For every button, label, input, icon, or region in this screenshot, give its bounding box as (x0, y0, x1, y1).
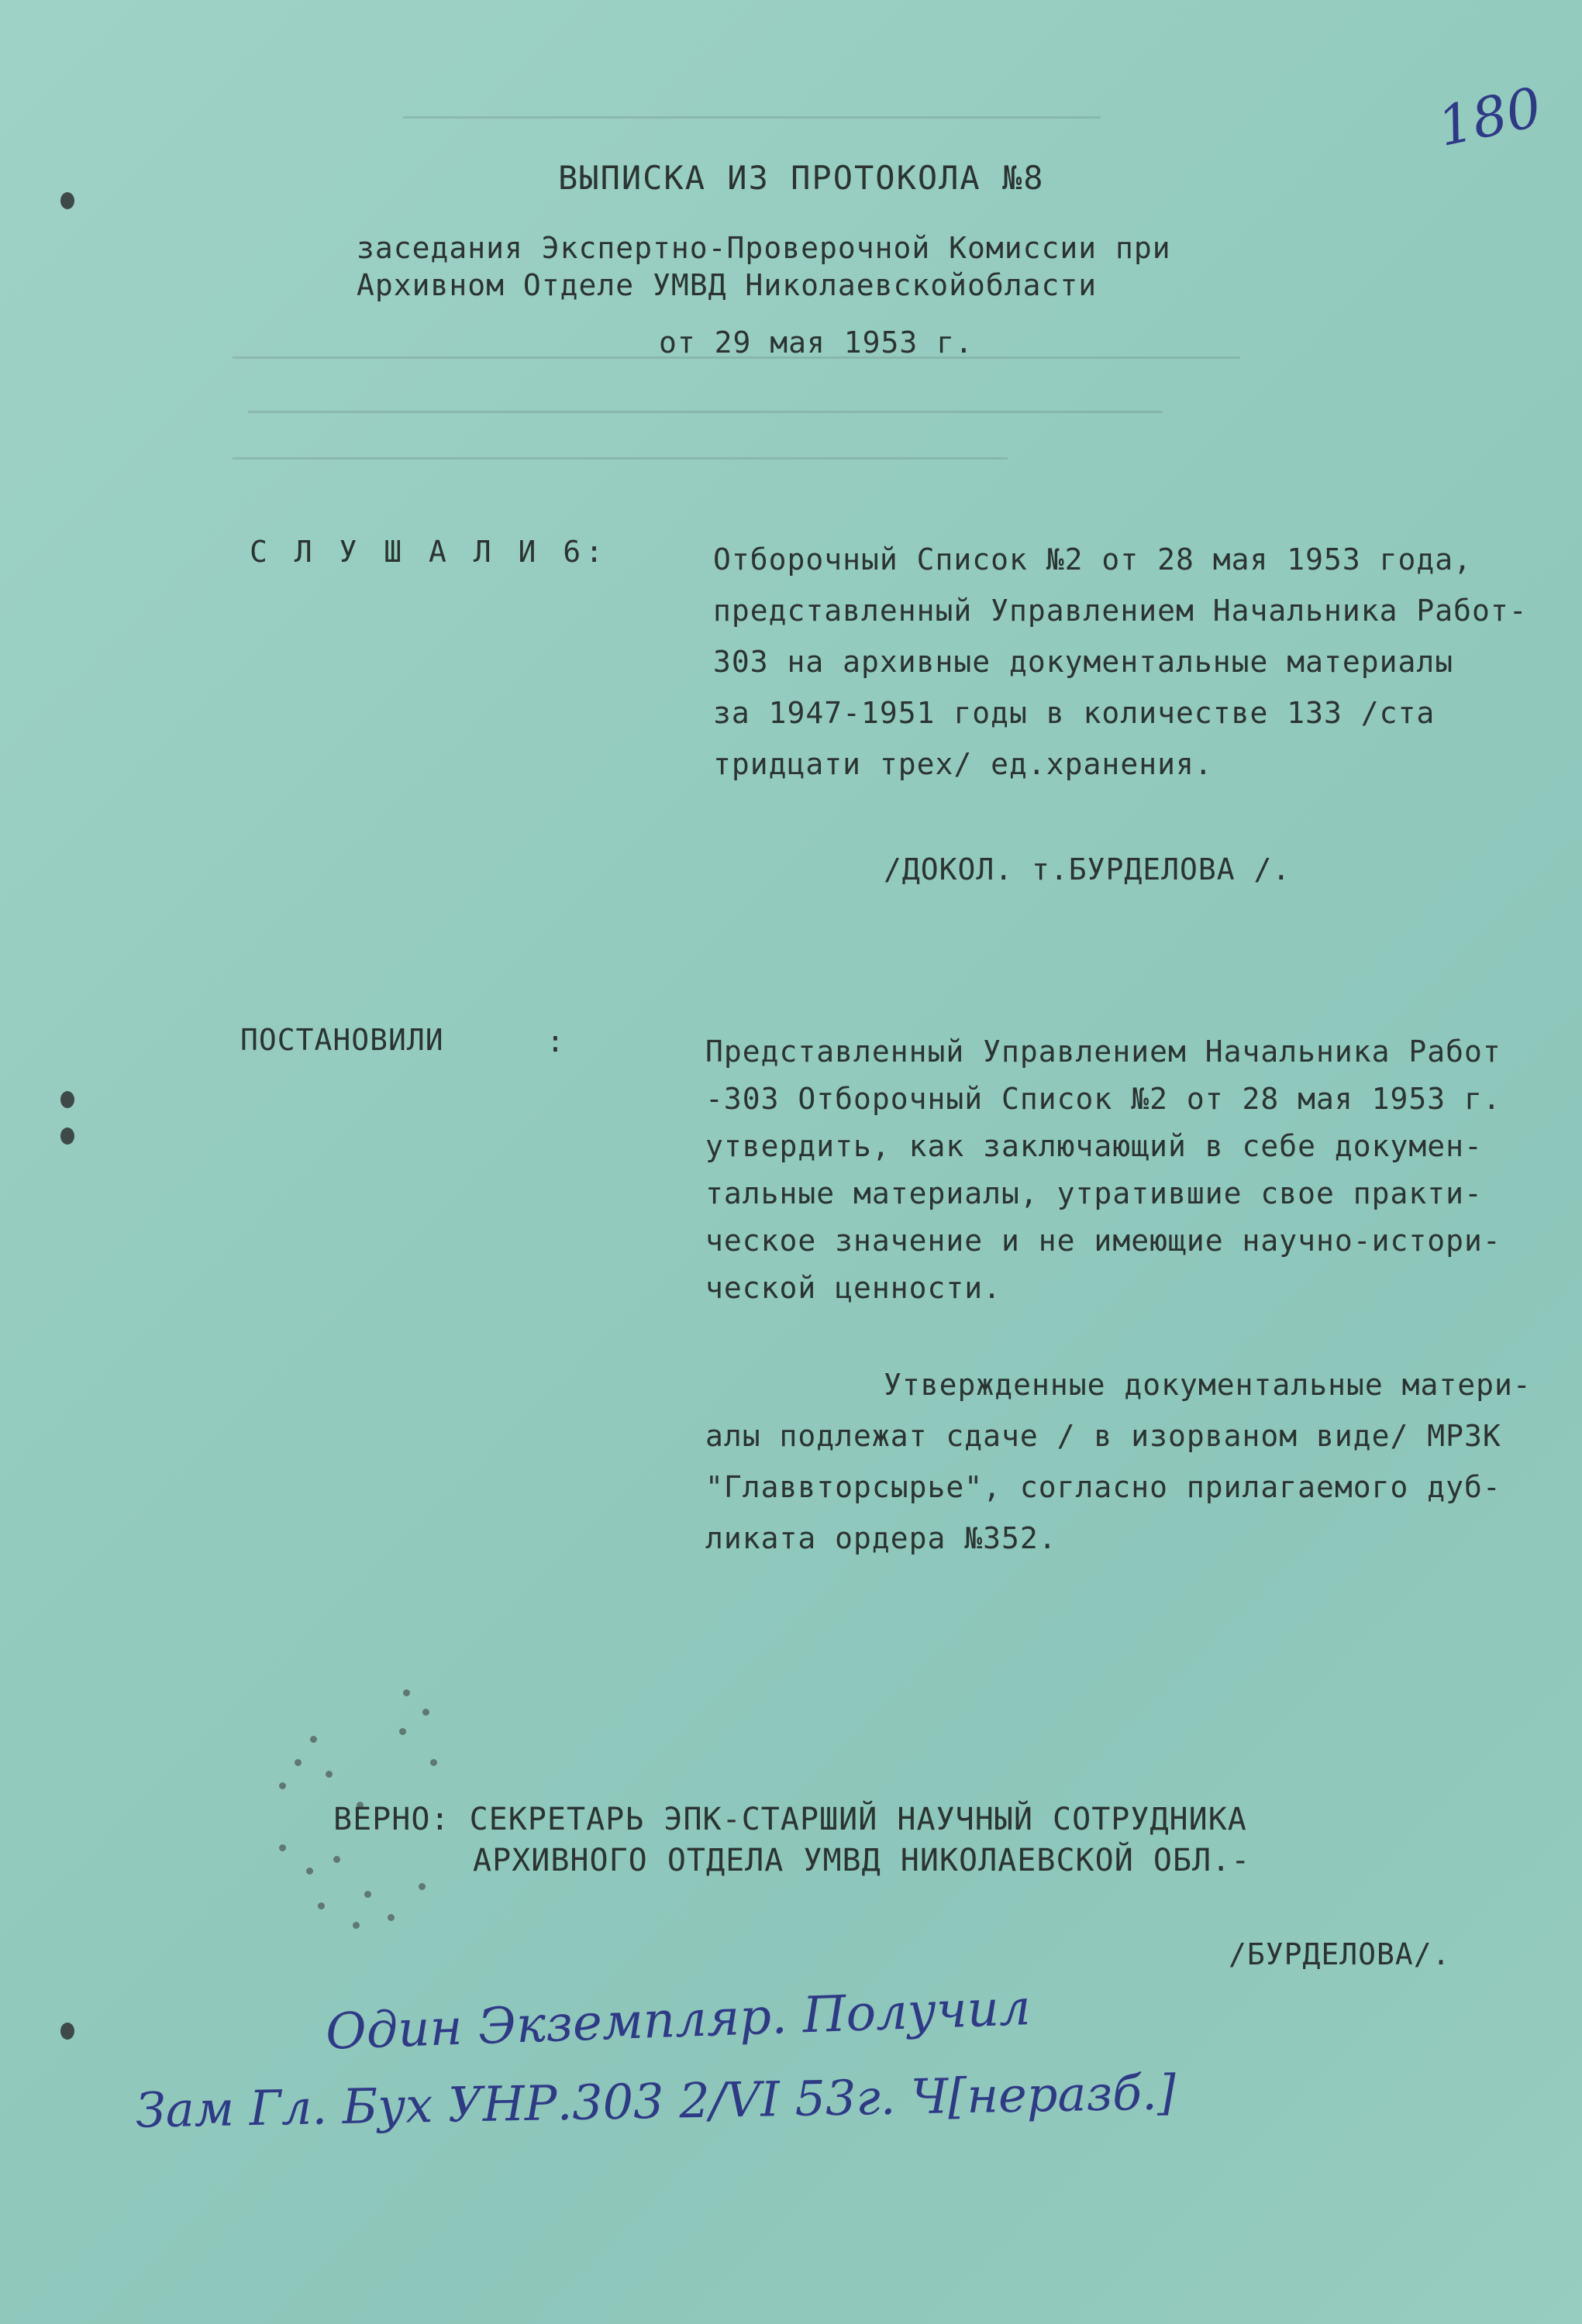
subtitle-line-1: заседания Экспертно-Проверочной Комиссии при (357, 231, 1171, 265)
resolved-line: ликата ордера №352. (705, 1521, 1057, 1555)
subtitle-line-2: Архивном Отделе УМВД Николаевскойобласти (357, 268, 1098, 302)
handwritten-accountant-note: Зам Гл. Бух УНР.303 2/VI 53г. Ч[неразб.] (135, 2064, 1177, 2139)
resolved-paragraph-2 (705, 1368, 1532, 1572)
heard-line: Отборочный Список №2 от 28 мая 1953 года, (713, 542, 1472, 577)
resolved-line: ческое значение и не имеющие научно-истори- (705, 1224, 1501, 1258)
reporter: /ДОКОЛ. т.БУРДЕЛОВА /. (884, 852, 1291, 887)
punch-hole (60, 2023, 74, 2040)
document-date: от 29 мая 1953 г. (659, 325, 974, 360)
certification-line-1: ВЕРНО: СЕКРЕТАРЬ ЭПК-СТАРШИЙ НАУЧНЫЙ СОТРУДНИКА (333, 1802, 1247, 1837)
resolved-line: "Главвторсырье", согласно прилагаемого дуб- (705, 1470, 1501, 1504)
heard-line: тридцати трех/ ед.хранения. (713, 747, 1213, 781)
handwritten-received-note: Один Экземпляр. Получил (324, 1979, 1032, 2061)
resolved-paragraph-1 (705, 1035, 1501, 1318)
resolved-line: алы подлежат сдаче / в изорваном виде/ МРЗК (705, 1419, 1501, 1453)
punch-hole (60, 1091, 74, 1108)
document-title: ВЫПИСКА ИЗ ПРОТОКОЛА №8 (558, 159, 1045, 197)
punch-hole (60, 192, 74, 209)
secretary-signature: /БУРДЕЛОВА/. (1229, 1937, 1451, 1971)
corner-page-number: 180 (1432, 75, 1547, 159)
bleed-through-line (248, 411, 1163, 413)
certification-line-2: АРХИВНОГО ОТДЕЛА УМВД НИКОЛАЕВСКОЙ ОБЛ.- (473, 1843, 1251, 1878)
resolved-line: Утвержденные документальные матери- (884, 1368, 1532, 1402)
heard-line: представленный Управлением Начальника Работ- (713, 594, 1528, 628)
resolved-line: ческой ценности. (705, 1271, 1002, 1305)
heard-label: С Л У Ш А Л И 6: (250, 535, 608, 569)
resolved-label: ПОСТАНОВИЛИ (240, 1023, 444, 1057)
resolved-line: Представленный Управлением Начальника Работ (705, 1035, 1501, 1069)
resolved-line: -303 Отборочный Список №2 от 28 мая 1953 г. (705, 1082, 1501, 1116)
punch-hole (60, 1128, 74, 1145)
resolved-colon: : (546, 1024, 565, 1059)
heard-line: 303 на архивные документальные материалы (713, 645, 1454, 679)
heard-line: за 1947-1951 годы в количестве 133 /ста (713, 696, 1436, 730)
bleed-through-line (403, 116, 1101, 119)
resolved-line: тальные материалы, утратившие свое практи- (705, 1176, 1483, 1210)
resolved-line: утвердить, как заключающий в себе докумен- (705, 1129, 1483, 1163)
heard-body (713, 542, 1528, 798)
bleed-through-line (233, 457, 1008, 460)
